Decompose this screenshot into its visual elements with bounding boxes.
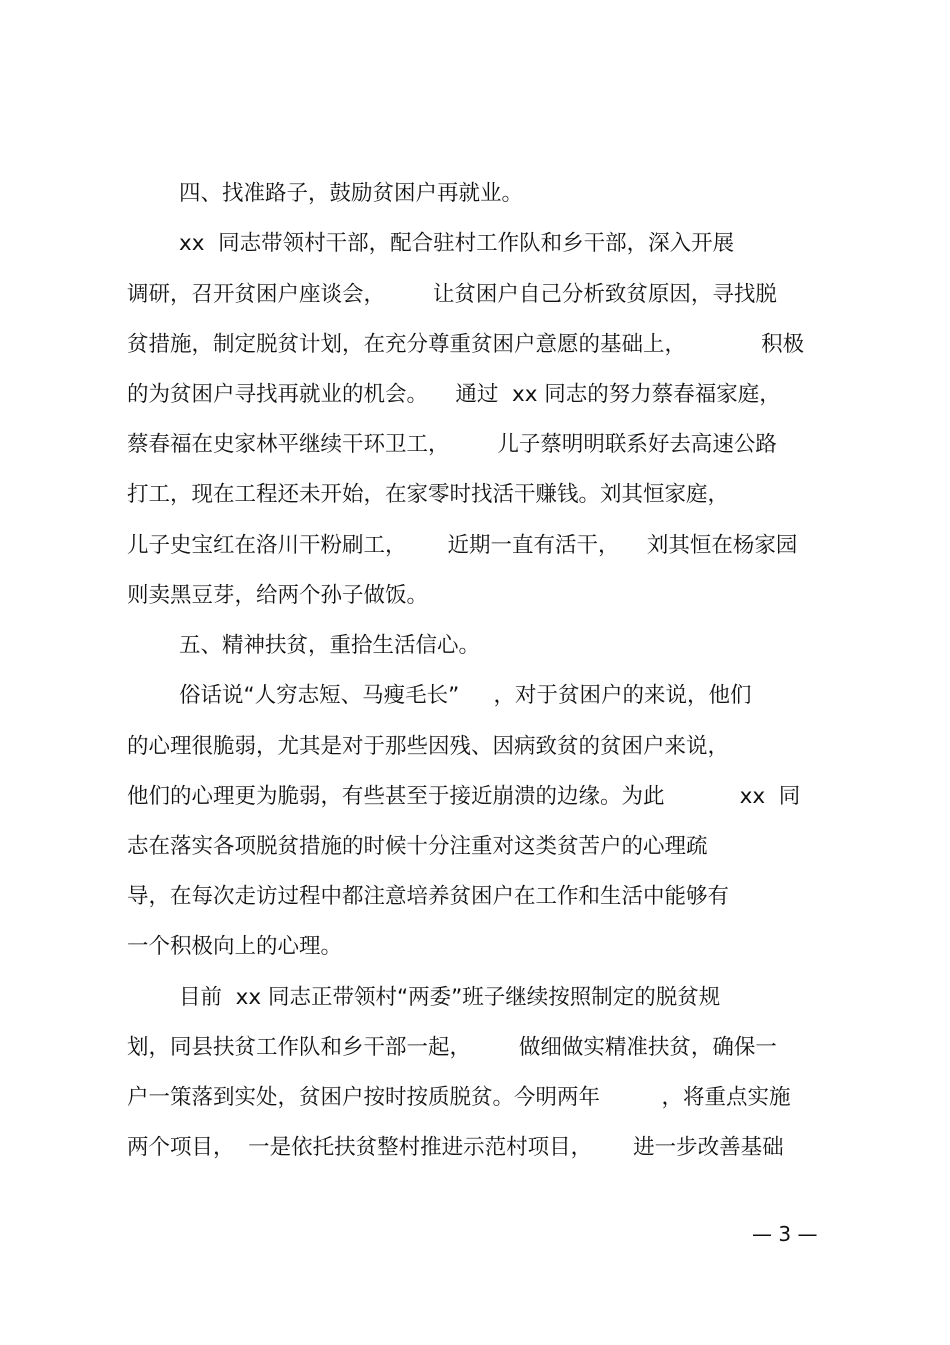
text-line: xx 同志带领村干部，配合驻村工作队和乡干部，深入开展 [179, 231, 735, 256]
text-line: 蔡春福在史家林平继续干环卫工， 儿子蔡明明联系好去高速公路 [127, 432, 777, 457]
text-line: 调研，召开贫困户座谈会， 让贫困户自己分析致贫原因，寻找脱 [127, 282, 777, 307]
text-line: 划，同县扶贫工作队和乡干部一起， 做细做实精准扶贫，确保一 [127, 1035, 777, 1060]
text-line: 五、精神扶贫，重拾生活信心。 [179, 633, 481, 658]
text-line: 的为贫困户寻找再就业的机会。 通过 xx 同志的努力蔡春福家庭， [127, 382, 781, 407]
text-line: 目前 xx 同志正带领村“两委”班子继续按照制定的脱贫规 [179, 985, 721, 1010]
text-line: 则卖黑豆芽，给两个孙子做饭。 [127, 583, 429, 608]
text-line: 贫措施，制定脱贫计划，在充分尊重贫困户意愿的基础上， 积极 [127, 332, 805, 357]
text-line: 他们的心理更为脆弱，有些甚至于接近崩溃的边缘。为此 xx 同 [127, 784, 801, 809]
text-line: 志在落实各项脱贫措施的时候十分注重对这类贫苦户的心理疏 [127, 834, 708, 859]
text-line: 儿子史宝红在洛川干粉刷工， 近期一直有活干， 刘其恒在杨家园 [127, 533, 798, 558]
text-line: 的心理很脆弱，尤其是对于那些因残、因病致贫的贫困户来说， [127, 734, 730, 759]
text-line: 打工，现在工程还未开始，在家零时找活干赚钱。刘其恒家庭， [127, 482, 730, 507]
text-line: 导，在每次走访过程中都注意培养贫困户在工作和生活中能够有 [127, 884, 730, 909]
text-line: 两个项目， 一是依托扶贫整村推进示范村项目， 进一步改善基础 [127, 1135, 784, 1160]
text-line: 俗话说“人穷志短、马瘦毛长” ，对于贫困户的来说，他们 [179, 683, 752, 708]
page-number: — 3 — [752, 1222, 818, 1246]
text-line: 四、找准路子，鼓励贫困户再就业。 [179, 181, 524, 206]
text-line: 一个积极向上的心理。 [127, 934, 343, 959]
text-line: 户一策落到实处，贫困户按时按质脱贫。今明两年 ，将重点实施 [127, 1085, 791, 1110]
